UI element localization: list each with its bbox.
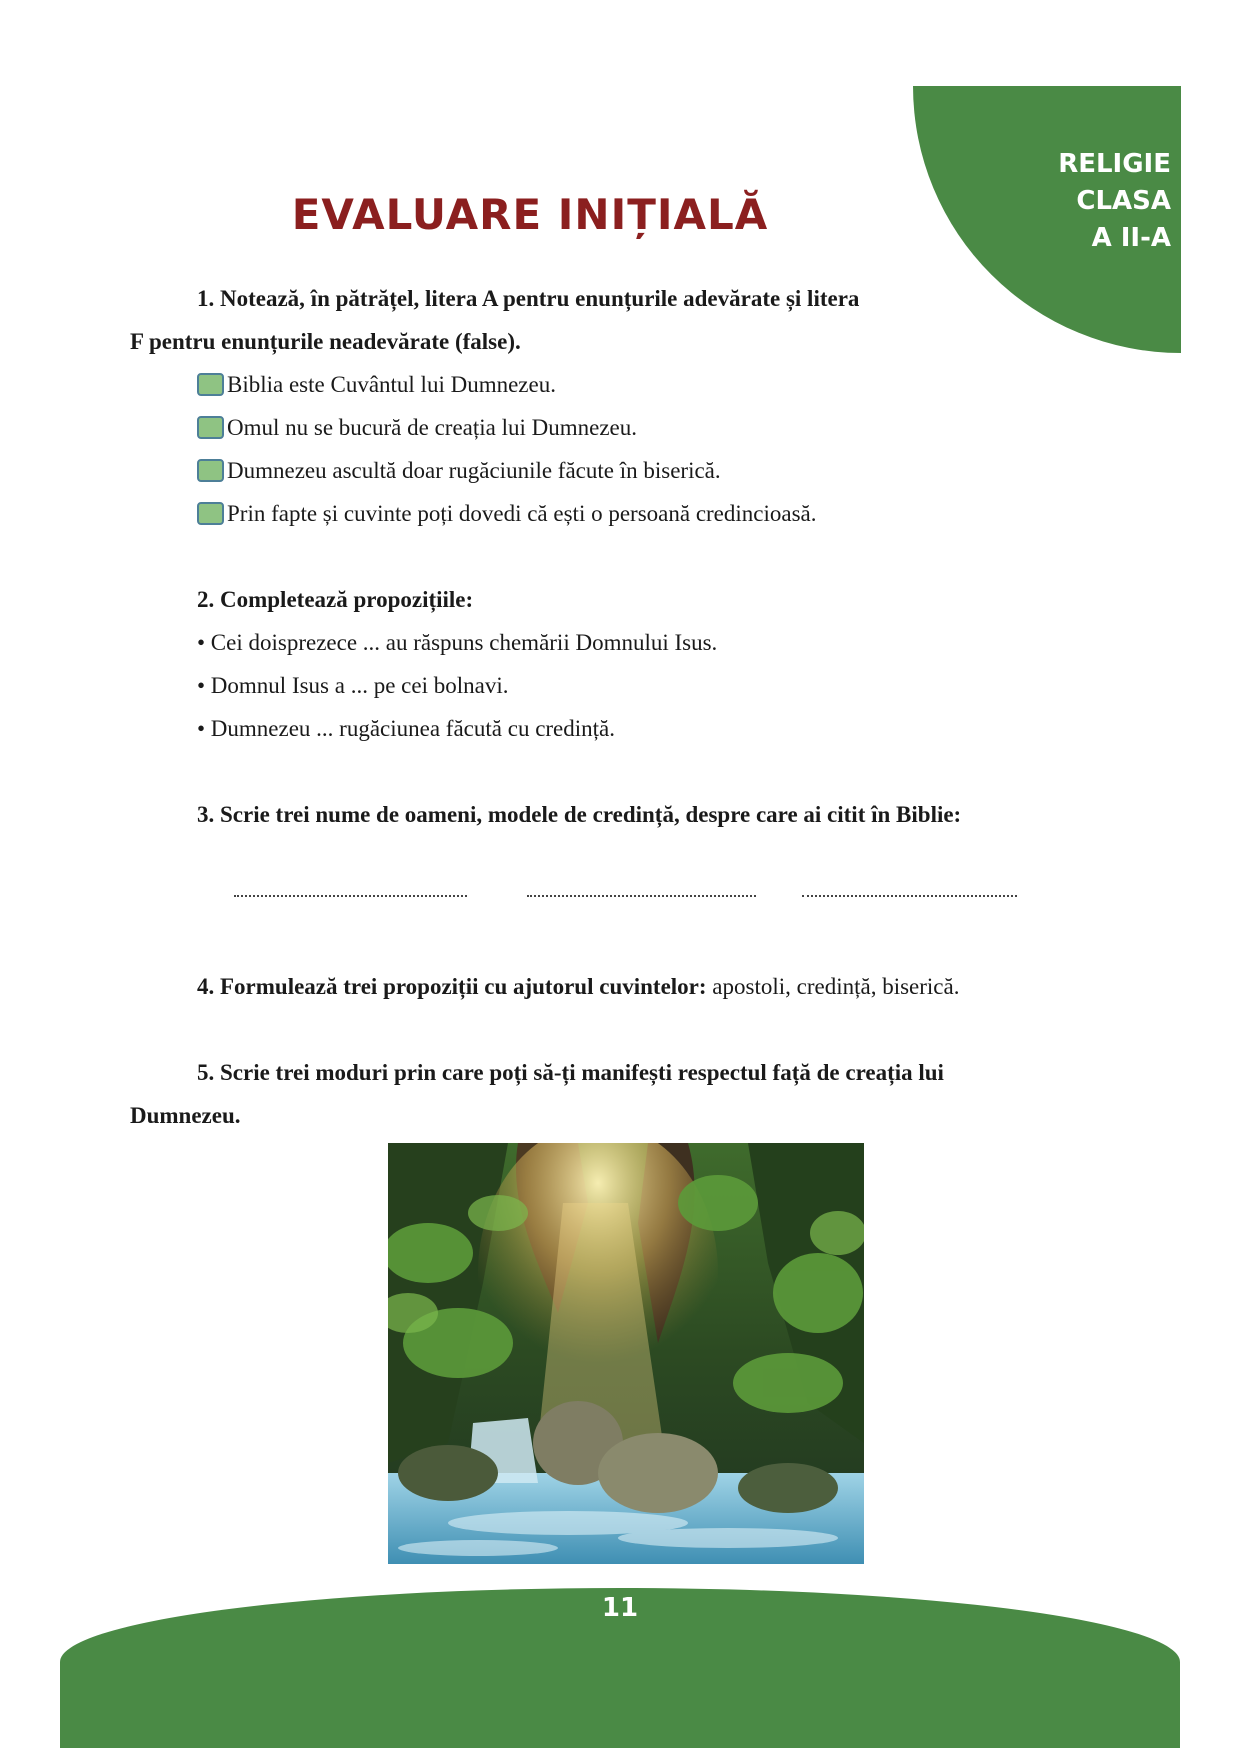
q4-line xyxy=(197,965,959,1008)
answer-checkbox[interactable] xyxy=(197,459,224,482)
corner-badge-text xyxy=(1058,146,1171,257)
q1-item-text: Dumnezeu ascultă doar rugăciunile făcute în biserică. xyxy=(227,458,721,483)
answer-line-3[interactable] xyxy=(802,893,1017,897)
answer-line-2[interactable] xyxy=(527,893,756,897)
answer-checkbox[interactable] xyxy=(197,416,224,439)
answer-checkbox[interactable] xyxy=(197,373,224,396)
badge-line-subject: RELIGIE xyxy=(1058,149,1171,179)
forest-waterfall-image xyxy=(388,1143,864,1564)
q1-item xyxy=(197,492,817,535)
q1-heading-line2: F pentru enunțurile neadevărate (false). xyxy=(130,329,521,354)
q1-item-text: Prin fapte și cuvinte poți dovedi că ești o persoană credincioasă. xyxy=(227,501,817,526)
q5-heading-line1: 5. Scrie trei moduri prin care poți să-ți manifești respectul față de creația lui xyxy=(197,1060,944,1085)
badge-line-class: CLASA xyxy=(1076,186,1171,216)
q3-heading: 3. Scrie trei nume de oameni, modele de credință, despre care ai citit în Biblie: xyxy=(197,802,962,827)
q2-item: • Domnul Isus a ... pe cei bolnavi. xyxy=(197,673,509,698)
q1-item xyxy=(197,363,556,406)
answer-line-1[interactable] xyxy=(234,893,467,897)
page-title: EVALUARE INIȚIALĂ xyxy=(291,190,769,239)
q5-heading-line2: Dumnezeu. xyxy=(130,1103,241,1128)
q4-words: apostoli, credință, biserică. xyxy=(706,974,960,999)
q4-heading: 4. Formulează trei propoziții cu ajutorul cuvintelor: xyxy=(197,974,707,999)
q2-item: • Dumnezeu ... rugăciunea făcută cu credință. xyxy=(197,716,616,741)
q1-item-text: Omul nu se bucură de creația lui Dumnezeu. xyxy=(227,415,638,440)
answer-checkbox[interactable] xyxy=(197,502,224,525)
page-number: 11 xyxy=(601,1593,639,1623)
q2-heading: 2. Completează propozițiile: xyxy=(197,587,474,612)
q1-heading-line1: 1. Notează, în pătrățel, litera A pentru enunțurile adevărate și litera xyxy=(197,286,860,311)
q1-item-text: Biblia este Cuvântul lui Dumnezeu. xyxy=(227,372,556,397)
badge-line-grade: A II-A xyxy=(1091,223,1171,253)
q1-item xyxy=(197,449,721,492)
q2-item: • Cei doisprezece ... au răspuns chemării Domnului Isus. xyxy=(197,630,718,655)
q1-item xyxy=(197,406,637,449)
